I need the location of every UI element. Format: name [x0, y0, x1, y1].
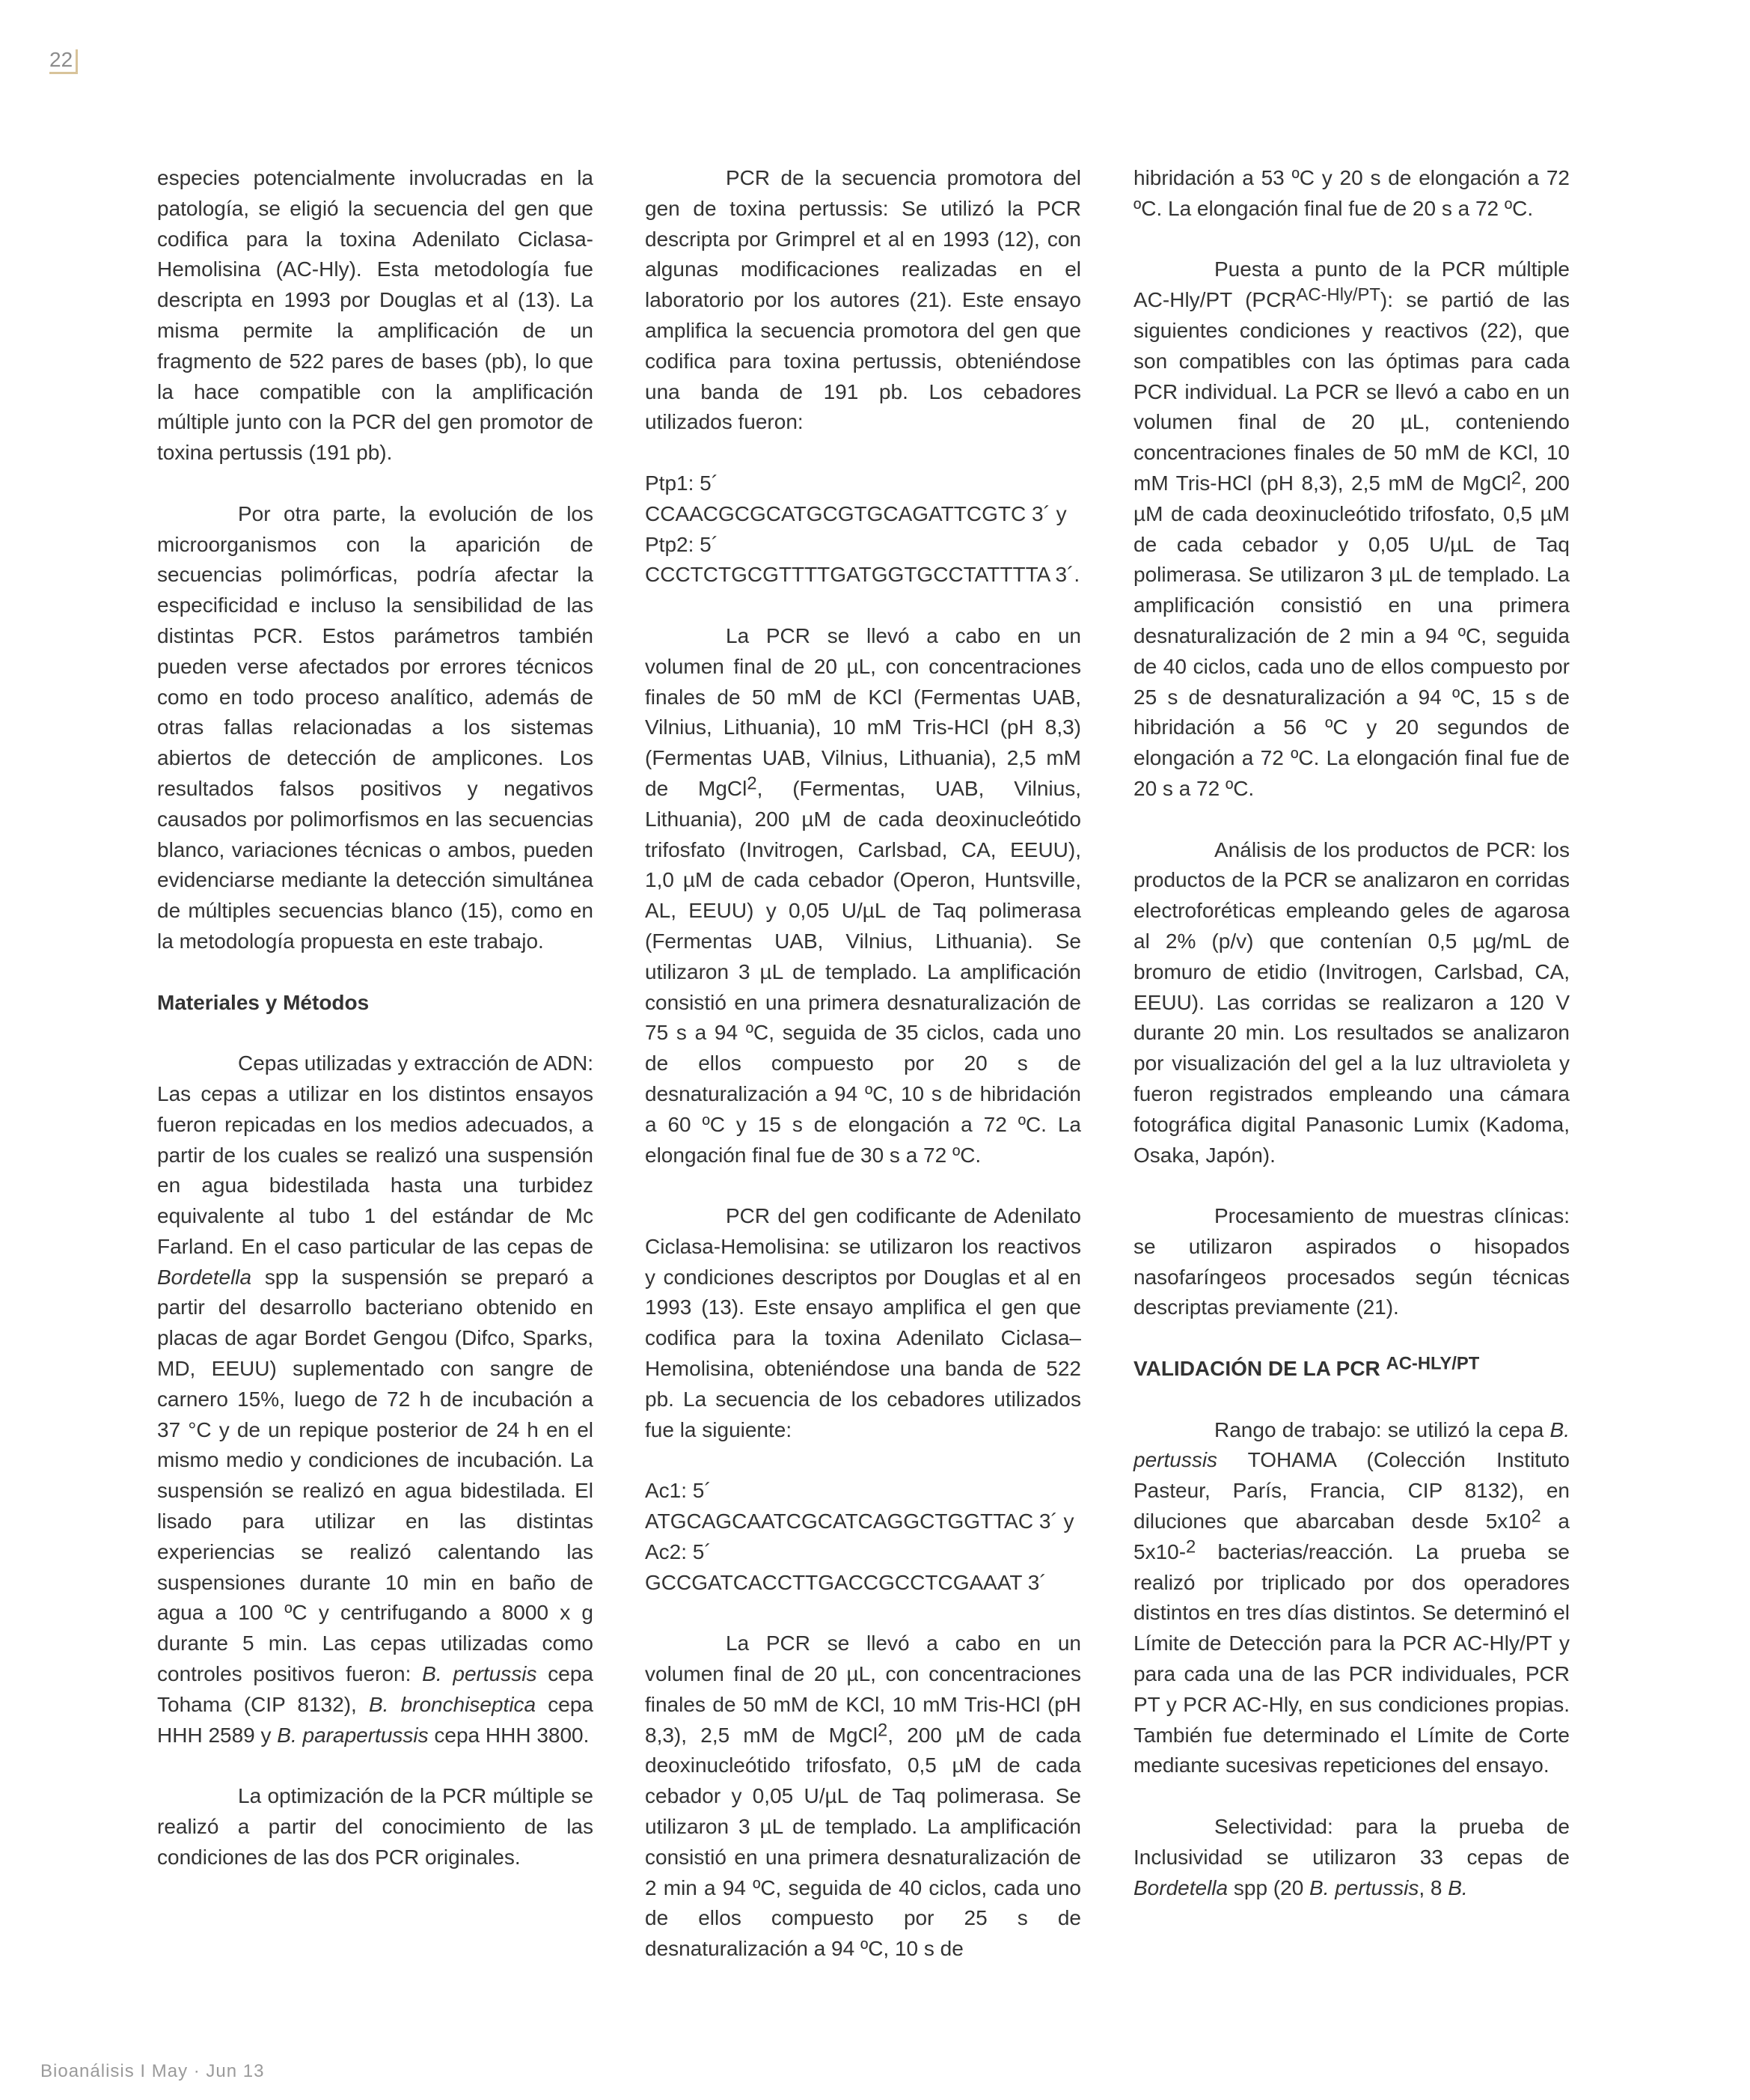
paragraph-spacer	[645, 590, 1081, 621]
text-column-1	[157, 163, 593, 1873]
paragraph: especies potencialmente involucradas en la patología, se eligió la secuencia del gen que codifica para la toxina Adenilato Ciclasa-Hemolisina (AC-Hly). Esta metodología fue descripta en 1993 por Douglas et al (13). La misma permite la amplificación de un fragmento de 522 pares de bases (pb), lo que la hace compatible con la amplificación múltiple junto con la PCR del gen promotor de toxina pertussis (191 pb).	[157, 166, 593, 465]
paragraph-spacer	[645, 1445, 1081, 1476]
paragraph: Procesamiento de muestras clínicas: se utilizaron aspirados o hisopados nasofaríngeos procesados según técnicas descriptas previamente (21).	[1133, 1204, 1570, 1319]
paragraph: Puesta a punto de la PCR múltiple AC-Hly/PT $(PCR^{AC-Hly/PT})$: se partió de las siguientes condiciones y reactivos (22), que son compatibles con las óptimas para cada PCR individual. La PCR se llevó a cabo en un volumen final de 20 µL, conteniendo concentraciones finales de 50 mM de KCl, 10 mM Tris-HCl (pH 8,3), 2,5 mM de MgCl$^2$, 200 µM de cada deoxinucleótido trifosfato, 0,5 µM de cada cebador y 0,05 U/µL de Taq polimerasa. Se utilizaron 3 µL de templado. La amplificación consistió en una primera desnaturalización de 2 min a 94 ºC, seguida de 40 ciclos, cada uno de ellos compuesto por 25 s de desnaturalización a 94 ºC, 15 s de hibridación a 56 ºC y 20 segundos de elongación a 72 ºC. La elongación final fue de 20 s a 72 ºC.	[1133, 257, 1570, 800]
text-column-3	[1133, 163, 1570, 1903]
paragraph: Cepas utilizadas y extracción de ADN: Las cepas a utilizar en los distintos ensayos fueron repicadas en los medios adecuados, a partir de los cuales se realizó una suspensión en agua bidestilada hasta una turbidez equivalente al tubo 1 del estándar de Mc Farland. En el caso particular de las cepas de Bordetella spp la suspensión se preparó a partir del desarrollo bacteriano obtenido en placas de agar Bordet Gengou (Difco, Sparks, MD, EEUU) suplementado con sangre de carnero 15%, luego de 72 h de incubación a 37 °C y de un repique posterior de 24 h en el mismo medio y condiciones de incubación. La suspensión se realizó en agua bidestilada. El lisado para utilizar en las distintas experiencias se realizó calentando las suspensiones durante 10 min en baño de agua a 100 ºC y centrifugando a 8000 x g durante 5 min. Las cepas utilizadas como controles positivos fueron: B. pertussis cepa Tohama (CIP 8132), B. bronchiseptica cepa HHH 2589 y B. parapertussis cepa HHH 3800.	[157, 1051, 594, 1747]
paragraph-spacer	[645, 1598, 1081, 1629]
paragraph-spacer	[1133, 1170, 1570, 1201]
paragraph-spacer	[645, 1170, 1081, 1201]
primer-line: CCAACGCGCATGCGTGCAGATTCGTC 3´ y	[645, 501, 1067, 525]
text-column-2	[645, 163, 1081, 1965]
paragraph-spacer	[1133, 1781, 1570, 1812]
footer: Bioanálisis I May · Jun 13	[40, 2061, 265, 2081]
paragraph: Selectividad: para la prueba de Inclusividad se utilizaron 33 cepas de Bordetella spp (20 B. pertussis, 8 B.	[1133, 1815, 1570, 1899]
paragraph-spacer	[645, 438, 1081, 468]
paragraph-spacer	[1133, 225, 1570, 255]
primer-line: Ptp1: 5´	[645, 471, 719, 495]
paragraph: PCR de la secuencia promotora del gen de toxina pertussis: Se utilizó la PCR descripta por Grimprel et al en 1993 (12), con algunas modificaciones realizadas en el laboratorio por los autores (21). Este ensayo amplifica la secuencia promotora del gen que codifica para toxina pertussis, obteniéndose una banda de 191 pb. Los cebadores utilizados fueron:	[645, 166, 1081, 434]
paragraph: PCR del gen codificante de Adenilato Ciclasa-Hemolisina: se utilizaron los reactivos y condiciones descriptos por Douglas et al en 1993 (13). Este ensayo amplifica el gen que codifica para la toxina Adenilato Ciclasa–Hemolisina, obteniéndose una banda de 522 pb. La secuencia de los cebadores utilizados fue la siguiente:	[645, 1204, 1081, 1441]
primer-line: ATGCAGCAATCGCATCAGGCTGGTTAC 3´ y	[645, 1510, 1074, 1533]
paragraph-spacer	[1133, 1323, 1570, 1354]
paragraph: Rango de trabajo: se utilizó la cepa B. pertussis TOHAMA (Colección Instituto Pasteur, París, Francia, CIP 8132), en diluciones que abarcaban desde $5x10^2$ a 5x10-$^2$ bacterias/reacción. La prueba se realizó por triplicado por dos operadores distintos en tres días distintos. Se determinó el Límite de Detección para la PCR AC-Hly/PT y para cada una de las PCR individuales, PCR PT y PCR AC-Hly, en sus condiciones propias. También fue determinado el Límite de Corte mediante sucesivas repeticiones del ensayo.	[1133, 1417, 1570, 1777]
paragraph: Análisis de los productos de PCR: los productos de la PCR se analizaron en corridas electroforéticas empleando geles de agarosa al 2% (p/v) que contenían 0,5 µg/mL de bromuro de etidio (Invitrogen, Carlsbad, CA, EEUU). Las corridas se realizaron a 120 V durante 20 min. Los resultados se analizaron por visualización del gel a la luz ultravioleta y fueron registrados empleando una cámara fotográfica digital Panasonic Lumix (Kadoma, Osaka, Japón).	[1133, 837, 1570, 1167]
paragraph: La PCR se llevó a cabo en un volumen final de 20 µL, con concentraciones finales de 50 mM de KCl, 10 mM Tris-HCl (pH 8,3), 2,5 mM de MgCl$^2$, 200 µM de cada deoxinucleótido trifosfato, 0,5 µM de cada cebador y 0,05 U/µL de Taq polimerasa. Se utilizaron 3 µL de templado. La amplificación consistió en una primera desnaturalización de 2 min a 94 ºC, seguida de 40 ciclos, cada uno de ellos compuesto por 25 s de desnaturalización a 94 ºC, 10 s de	[645, 1632, 1082, 1961]
paragraph: Por otra parte, la evolución de los microorganismos con la aparición de secuencias polimórficas, podría afectar la especificidad e incluso la sensibilidad de las distintas PCR. Estos parámetros también pueden verse afectados por errores técnicos como en todo proceso analítico, además de otras fallas relacionadas a los sistemas abiertos de detección de amplicones. Los resultados falsos positivos y negativos causados por polimorfismos en las secuencias blanco, variaciones técnicas o ambos, pueden evidenciarse mediante la detección simultánea de múltiples secuencias blanco (15), como en la metodología propuesta en este trabajo.	[157, 501, 593, 953]
primer-line: GCCGATCACCTTGACCGCCTCGAAAT 3´	[645, 1570, 1047, 1594]
page-number: 22	[49, 49, 78, 74]
paragraph-spacer	[157, 1018, 593, 1049]
paragraph: hibridación a 53 ºC y 20 s de elongación a 72 ºC. La elongación final fue de 20 s a 72 ºC.	[1133, 166, 1570, 220]
paragraph: La optimización de la PCR múltiple se realizó a partir del conocimiento de las condiciones de las dos PCR originales.	[157, 1784, 593, 1869]
section-heading: VALIDACIÓN DE LA PCR $^{AC-HLY/PT}$	[1133, 1353, 1480, 1381]
paragraph-spacer	[1133, 1385, 1570, 1415]
primer-line: CCCTCTGCGTTTTGATGGTGCCTATTTTA 3´.	[645, 563, 1080, 587]
paragraph-spacer	[1133, 805, 1570, 835]
primer-line: Ac2: 5´	[645, 1539, 712, 1563]
paragraph: La PCR se llevó a cabo en un volumen final de 20 µL, con concentraciones finales de 50 mM de KCl (Fermentas UAB, Vilnius, Lithuania), 10 mM Tris-HCl (pH 8,3) (Fermentas UAB, Vilnius, Lithuania), 2,5 mM de MgCl$^2$, (Fermentas, UAB, Vilnius, Lithuania), 200 µM de cada deoxinucleótido trifosfato (Invitrogen, Carlsbad, CA, EEUU), 1,0 µM de cada cebador (Operon, Huntsville, AL, EEUU) y 0,05 U/µL de Taq polimerasa (Fermentas UAB, Vilnius, Lithuania). Se utilizaron 3 µL de templado. La amplificación consistió en una primera desnaturalización de 75 s a 94 ºC, seguida de 35 ciclos, cada uno de ellos compuesto por 20 s de desnaturalización a 94 ºC, 10 s de hibridación a 60 ºC y 15 s de elongación a 72 ºC. La elongación final fue de 30 s a 72 ºC.	[645, 623, 1081, 1167]
paragraph-spacer	[157, 957, 593, 988]
primer-line: Ac1: 5´	[645, 1479, 712, 1503]
paragraph-spacer	[157, 1750, 593, 1781]
paragraph-spacer	[157, 468, 593, 499]
section-heading: Materiales y Métodos	[157, 990, 370, 1014]
primer-line: Ptp2: 5´	[645, 532, 719, 556]
